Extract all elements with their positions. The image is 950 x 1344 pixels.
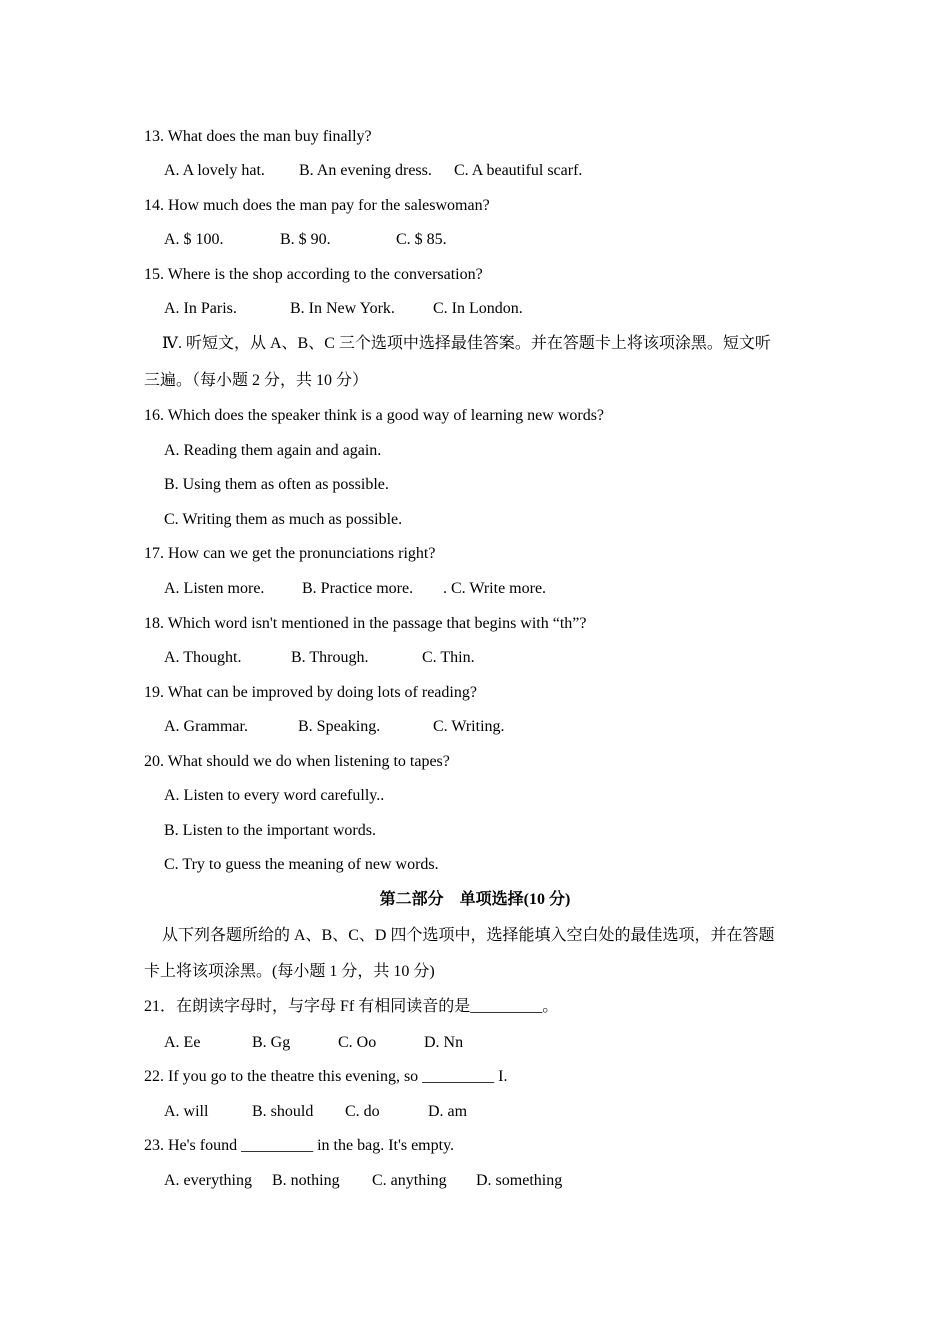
question-21: 21．在朗读字母时，与字母 Ff 有相同读音的是_________。 <box>144 998 559 1015</box>
q21-option-a: A. Ee <box>164 1034 201 1051</box>
q19-option-a: A. Grammar. <box>164 718 248 735</box>
q16-option-b: B. Using them as often as possible. <box>164 476 389 493</box>
q21-option-c: C. Oo <box>338 1034 377 1051</box>
q22-option-b: B. should <box>252 1103 314 1120</box>
question-20: 20. What should we do when listening to tapes? <box>144 753 450 770</box>
q23-option-b: B. nothing <box>272 1172 340 1189</box>
question-19: 19. What can be improved by doing lots of reading? <box>144 684 477 701</box>
q18-option-c: C. Thin. <box>422 649 475 666</box>
q19-option-c: C. Writing. <box>433 718 505 735</box>
question-22: 22. If you go to the theatre this evening, so _________ I. <box>144 1068 508 1085</box>
q14-option-b: B. $ 90. <box>280 231 331 248</box>
q17-option-b: B. Practice more. <box>302 580 414 597</box>
q21-option-b: B. Gg <box>252 1034 291 1051</box>
question-15: 15. Where is the shop according to the conversation? <box>144 266 483 283</box>
question-18: 18. Which word isn't mentioned in the passage that begins with “th”? <box>144 615 587 632</box>
q16-option-a: A. Reading them again and again. <box>164 442 382 459</box>
q15-option-a: A. In Paris. <box>164 300 237 317</box>
part-2-instruction-line2: 卡上将该项涂黑。(每小题 1 分，共 10 分) <box>144 963 435 980</box>
q15-option-b: B. In New York. <box>290 300 395 317</box>
q17-option-c: . C. Write more. <box>443 580 547 597</box>
question-14: 14. How much does the man pay for the saleswoman? <box>144 197 490 214</box>
part-2-instruction-line1: 从下列各题所给的 A、B、C、D 四个选项中，选择能填入空白处的最佳选项，并在答题 <box>162 927 775 944</box>
q18-option-b: B. Through. <box>291 649 369 666</box>
q14-option-c: C. $ 85. <box>396 231 447 248</box>
question-23: 23. He's found _________ in the bag. It's empty. <box>144 1137 455 1154</box>
q19-option-b: B. Speaking. <box>298 718 381 735</box>
q20-option-b: B. Listen to the important words. <box>164 822 376 839</box>
q17-option-a: A. Listen more. <box>164 580 265 597</box>
q15-option-c: C. In London. <box>433 300 523 317</box>
q13-option-a: A. A lovely hat. <box>164 162 265 179</box>
q16-option-c: C. Writing them as much as possible. <box>164 511 403 528</box>
q23-option-d: D. something <box>476 1172 563 1189</box>
q23-option-a: A. everything <box>164 1172 252 1189</box>
section-4-instruction-line2: 三遍。（每小题 2 分，共 10 分） <box>144 372 369 389</box>
q13-option-b: B. An evening dress. <box>299 162 432 179</box>
q22-option-d: D. am <box>428 1103 468 1120</box>
q22-option-c: C. do <box>345 1103 380 1120</box>
question-17: 17. How can we get the pronunciations right? <box>144 545 436 562</box>
q22-option-a: A. will <box>164 1103 209 1120</box>
question-16: 16. Which does the speaker think is a good way of learning new words? <box>144 407 605 424</box>
q13-option-c: C. A beautiful scarf. <box>454 162 583 179</box>
q20-option-c: C. Try to guess the meaning of new words. <box>164 856 439 873</box>
section-4-instruction-line1: Ⅳ. 听短文，从 A、B、C 三个选项中选择最佳答案。并在答题卡上将该项涂黑。短文听 <box>162 335 771 352</box>
q21-option-d: D. Nn <box>424 1034 464 1051</box>
q18-option-a: A. Thought. <box>164 649 242 666</box>
part-2-title: 第二部分 单项选择(10 分) <box>379 891 571 908</box>
question-13: 13. What does the man buy finally? <box>144 128 372 145</box>
q23-option-c: C. anything <box>372 1172 447 1189</box>
q14-option-a: A. $ 100. <box>164 231 224 248</box>
q20-option-a: A. Listen to every word carefully.. <box>164 787 385 804</box>
